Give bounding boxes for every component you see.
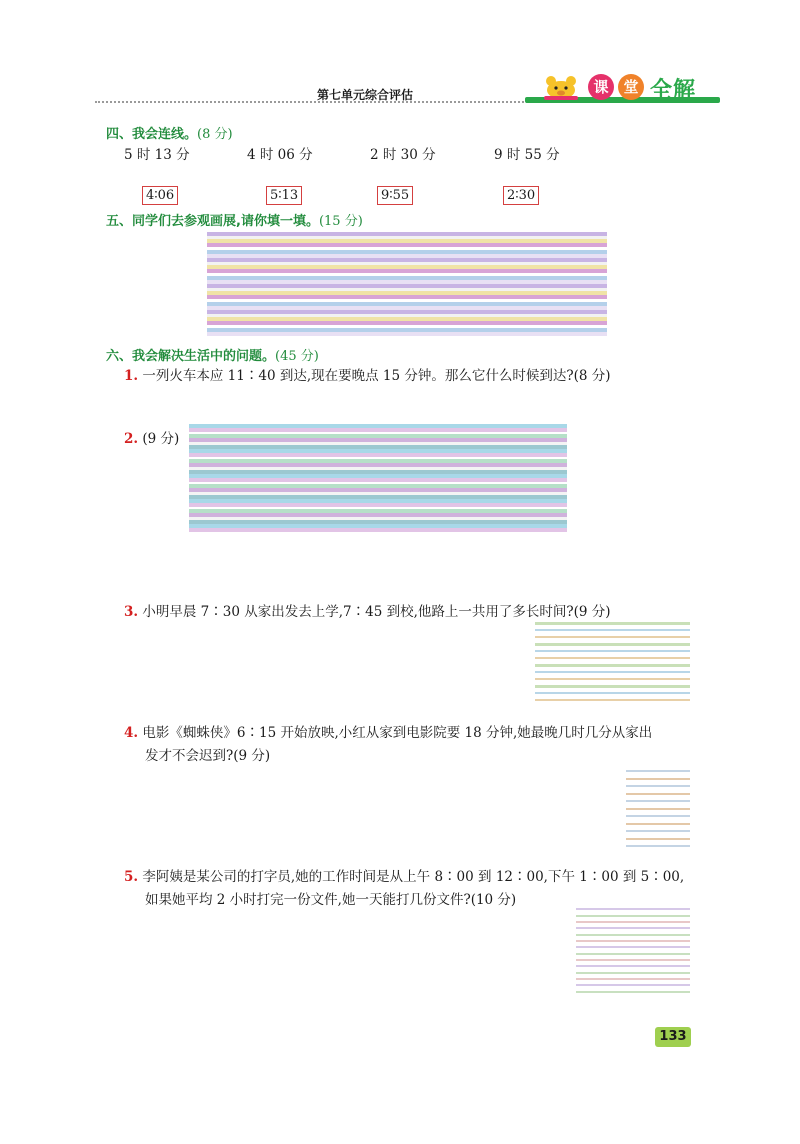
- answer-area-4-image: [626, 770, 690, 850]
- question-4-text-line2: 发才不会迟到?(9 分): [145, 748, 271, 764]
- page-header-title: 第七单元综合评估: [316, 88, 413, 102]
- time-text-4: 9 时 55 分: [494, 147, 560, 163]
- question-2-number: 2.: [124, 431, 139, 447]
- digital-clock-4: 2∶30: [503, 186, 539, 205]
- question-5-line1: [124, 865, 684, 885]
- section4-title: 四、我会连线。: [106, 127, 198, 142]
- question-5-text-line2: 如果她平均 2 小时打完一份文件,她一天能打几份文件?(10 分): [145, 892, 517, 908]
- question-3-number: 3.: [124, 604, 139, 620]
- brand-logo: [540, 72, 720, 104]
- clock-problem-image: [189, 424, 567, 532]
- section4-heading: [106, 123, 233, 142]
- bear-mascot-icon: [540, 74, 582, 100]
- brand-badge-ke: 课: [588, 74, 614, 100]
- section6-points: (45 分): [275, 349, 319, 364]
- question-2: [124, 427, 179, 447]
- digital-clock-1: 4∶06: [142, 186, 178, 205]
- question-4-line1: [124, 721, 652, 741]
- section4-points: (8 分): [197, 127, 233, 142]
- question-3-text: 小明早晨 7∶30 从家出发去上学,7∶45 到校,他路上一共用了多长时间?(9 分): [142, 604, 611, 620]
- section5-points: (15 分): [318, 214, 363, 229]
- time-text-3: 2 时 30 分: [370, 147, 436, 163]
- question-2-text: (9 分): [142, 431, 180, 447]
- section5-title: 五、同学们去参观画展,请你填一填。: [106, 214, 319, 229]
- question-3: [124, 600, 611, 620]
- question-1: [124, 364, 611, 384]
- section6-title: 六、我会解决生活中的问题。: [106, 349, 276, 364]
- digital-clock-2: 5∶13: [266, 186, 302, 205]
- time-text-2: 4 时 06 分: [247, 147, 313, 163]
- answer-area-5-image: [576, 908, 690, 994]
- section6-heading: [106, 345, 319, 364]
- question-4-text-line1: 电影《蜘蛛侠》6∶15 开始放映,小红从家到电影院要 18 分钟,她最晚几时几分从家出: [142, 725, 653, 741]
- time-text-1: 5 时 13 分: [124, 147, 190, 163]
- page-number: 133: [655, 1027, 691, 1047]
- question-4-number: 4.: [124, 725, 139, 741]
- question-5-text-line1: 李阿姨是某公司的打字员,她的工作时间是从上午 8∶00 到 12∶00,下午 1∶00 到 5∶00,: [142, 869, 685, 885]
- question-1-number: 1.: [124, 368, 139, 384]
- question-1-text: 一列火车本应 11∶40 到达,现在要晚点 15 分钟。那么它什么时候到达?(8 分): [142, 368, 611, 384]
- section5-heading: [106, 210, 363, 229]
- digital-clock-3: 9∶55: [377, 186, 413, 205]
- brand-word: 全解: [650, 78, 697, 103]
- question-5-number: 5.: [124, 869, 139, 885]
- answer-area-3-image: [535, 622, 690, 706]
- gallery-table-image: [207, 232, 607, 336]
- brand-badge-tang: 堂: [618, 74, 644, 100]
- header-dotted-rule: [95, 101, 535, 103]
